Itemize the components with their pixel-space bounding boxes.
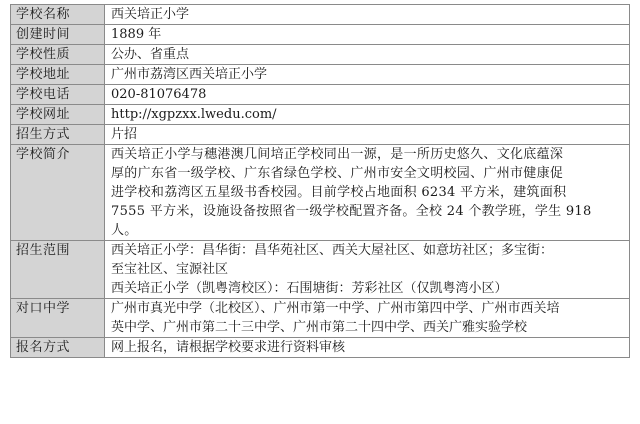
intro-line: 厚的广东省一级学校、广东省绿色学校、广州市安全文明校园、广州市健康促 [111,166,564,181]
table-row-phone [11,85,630,105]
row-value-multiline [105,241,630,299]
row-label: 学校性质 [11,45,105,65]
table-row-middle-schools [11,299,630,338]
area-line: 至宝社区、宝源社区 [111,262,229,277]
row-value-multiline [105,299,630,338]
table-row-admission-method [11,125,630,145]
intro-line: 7555 平方米，设施设备按照省一级学校配置齐备。全校 24 个教学班，学生 918 [111,204,592,219]
row-value-multiline [105,145,630,241]
row-label: 学校网址 [11,105,105,125]
row-value: 西关培正小学 [105,5,630,25]
table-row-address [11,65,630,85]
table-row-intro [11,145,630,241]
table-row-registration [11,338,630,358]
row-value: 公办、省重点 [105,45,630,65]
row-value: 020-81076478 [105,85,630,105]
row-label: 创建时间 [11,25,105,45]
row-label: 学校电话 [11,85,105,105]
row-label: 招生范围 [11,241,105,299]
table-row-type [11,45,630,65]
intro-line: 人。 [111,223,138,238]
website-link[interactable]: http://xgpzxx.lwedu.com/ [105,105,630,125]
row-label: 学校简介 [11,145,105,241]
row-label: 对口中学 [11,299,105,338]
middle-school-line: 广州市真光中学（北校区）、广州市第一中学、广州市第四中学、广州市西关培 [111,301,560,316]
row-label: 报名方式 [11,338,105,358]
area-line: 西关培正小学（凯粤湾校区）：石围塘街：芳彩社区（仅凯粤湾小区） [111,281,508,296]
row-value: 广州市荔湾区西关培正小学 [105,65,630,85]
area-line: 西关培正小学：昌华街：昌华苑社区、西关大屋社区、如意坊社区；多宝街： [111,243,554,258]
school-info-table [10,4,630,358]
table-row-founded [11,25,630,45]
row-value: 片招 [105,125,630,145]
row-value: 网上报名，请根据学校要求进行资料审核 [105,338,630,358]
row-label: 学校地址 [11,65,105,85]
row-label: 招生方式 [11,125,105,145]
table-row-enrollment-area [11,241,630,299]
intro-line: 进学校和荔湾区五星级书香校园。目前学校占地面积 6234 平方米，建筑面积 [111,185,567,200]
middle-school-line: 英中学、广州市第二十三中学、广州市第二十四中学、西关广雅实验学校 [111,320,528,335]
row-label: 学校名称 [11,5,105,25]
intro-line: 西关培正小学与穗港澳几间培正学校同出一源，是一所历史悠久、文化底蕴深 [111,147,564,162]
table-row-name [11,5,630,25]
row-value: 1889 年 [105,25,630,45]
table-row-website [11,105,630,125]
